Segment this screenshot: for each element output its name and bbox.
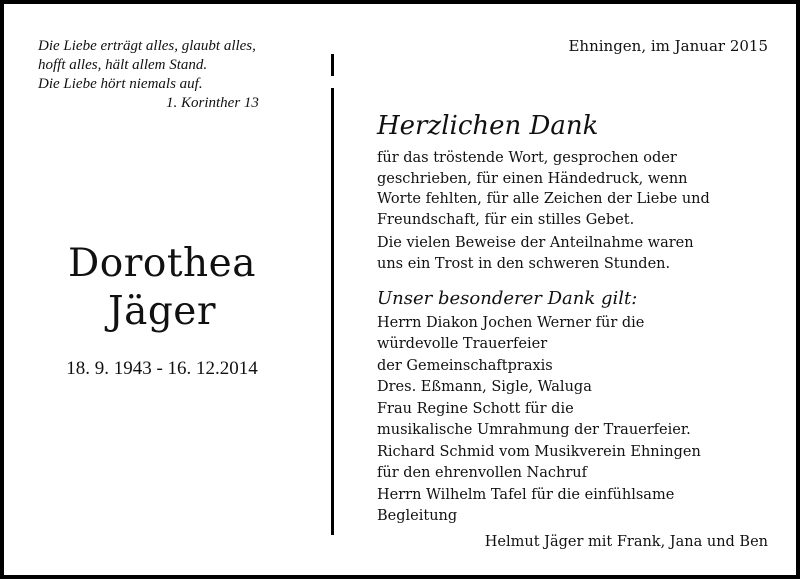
text-line: Frau Regine Schott für die (377, 401, 574, 417)
text-line: Herrn Diakon Jochen Werner für die (377, 315, 645, 331)
verse-line: Die Liebe erträgt alles, glaubt alles, (38, 38, 256, 54)
signature: Helmut Jäger mit Frank, Jana und Ben (484, 534, 768, 550)
last-name: Jäger (107, 289, 217, 334)
life-dates: 18. 9. 1943 - 16. 12.2014 (66, 358, 258, 379)
text-line: geschrieben, für einen Händedruck, wenn (377, 170, 688, 187)
text-line: der Gemeinschaftpraxis (377, 358, 553, 374)
thanks-paragraph (377, 148, 777, 230)
text-line: Dres. Eßmann, Sigle, Waluga (377, 378, 592, 395)
text-line: Worte fehlten, für alle Zeichen der Liebe und (377, 191, 710, 207)
vertical-divider-top (331, 54, 334, 76)
text-line: Die vielen Beweise der Anteilnahme waren (377, 235, 694, 251)
acknowledgement-item (377, 356, 777, 397)
deceased-name (24, 240, 300, 336)
first-name: Dorothea (68, 241, 256, 286)
thanks-content (377, 148, 777, 528)
text-line: für den ehrenvollen Nachruf (377, 464, 587, 481)
text-line: musikalische Umrahmung der Trauerfeier. (377, 421, 691, 438)
text-line: würdevolle Trauerfeier (377, 335, 548, 352)
verse-reference: 1. Korinther 13 (166, 95, 259, 111)
text-line: uns ein Trost in den schweren Stunden. (377, 255, 671, 272)
comfort-paragraph (377, 233, 777, 274)
verse-line: Die Liebe hört niemals auf. (38, 76, 203, 92)
thanks-heading: Herzlichen Dank (377, 111, 599, 141)
acknowledgement-item (377, 442, 777, 483)
acknowledgement-item (377, 313, 777, 354)
text-line: Richard Schmid vom Musikverein Ehningen (377, 444, 701, 460)
vertical-divider (331, 88, 334, 535)
text-line: Herrn Wilhelm Tafel für die einfühlsame (377, 487, 675, 503)
acknowledgement-item (377, 485, 777, 526)
special-thanks-heading: Unser besonderer Dank gilt: (377, 288, 638, 309)
bible-verse (38, 37, 298, 113)
text-line: Freundschaft, für ein stilles Gebet. (377, 211, 635, 228)
place-date: Ehningen, im Januar 2015 (568, 37, 768, 55)
text-line: für das tröstende Wort, gesprochen oder (377, 150, 677, 166)
verse-line: hofft alles, hält allem Stand. (38, 57, 208, 73)
acknowledgement-item (377, 399, 777, 440)
text-line: Begleitung (377, 507, 458, 524)
